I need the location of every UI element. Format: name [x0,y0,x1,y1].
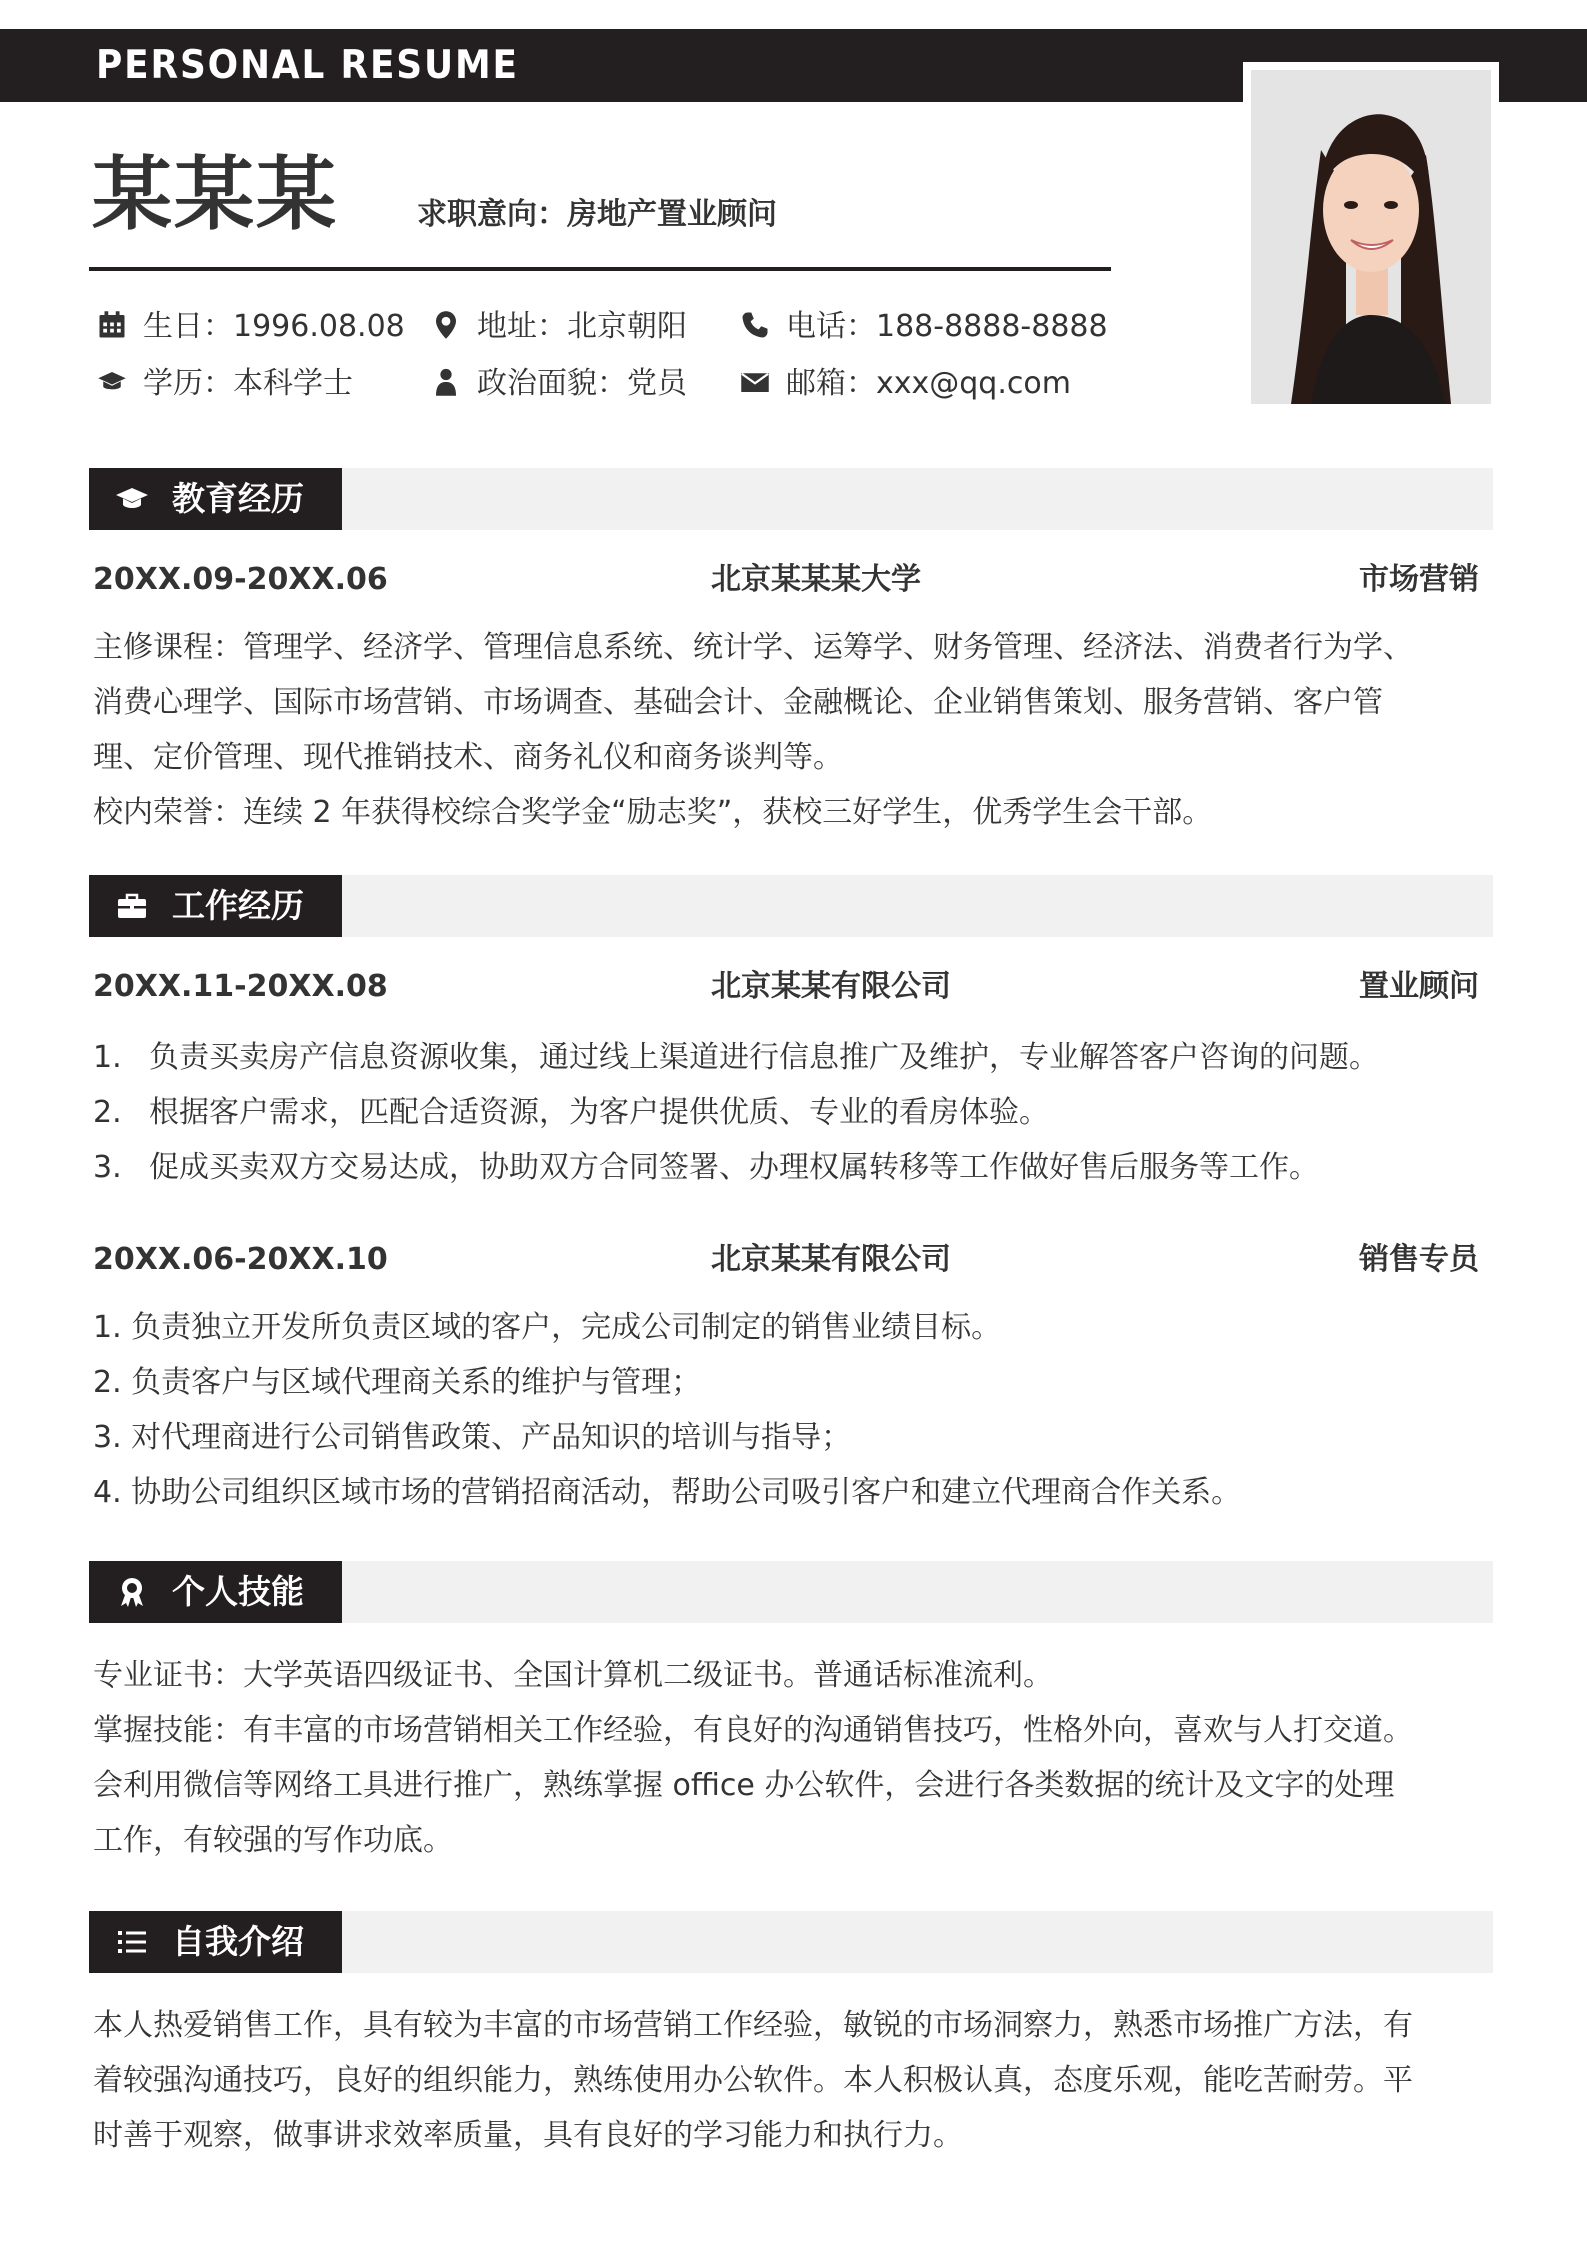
work-date: 20XX.11-20XX.08 [93,969,388,1004]
address-text: 地址：北京朝阳 [477,309,687,344]
work-role: 销售专员 [1359,1242,1479,1277]
name-divider [89,267,1111,271]
work-item: 4. 协助公司组织区域市场的营销招商活动，帮助公司吸引客户和建立代理商合作关系。 [93,1475,1242,1510]
abilities-line: 会利用微信等网络工具进行推广，熟练掌握 office 办公软件，会进行各类数据的统计及文字的处理 [93,1768,1395,1803]
work-item: 1. 负责买卖房产信息资源收集，通过线上渠道进行信息推广及维护，专业解答客户咨询的问题。 [93,1040,1379,1075]
info-politics [431,364,687,404]
work-row [93,1238,1479,1282]
work-role: 置业顾问 [1359,969,1479,1004]
graduation-cap-icon [115,483,149,515]
education-text: 学历：本科学士 [143,366,353,401]
intro-line: 时善于观察，做事讲求效率质量，具有良好的学习能力和执行力。 [93,2118,963,2153]
skills-certs: 专业证书：大学英语四级证书、全国计算机二级证书。普通话标准流利。 [93,1658,1053,1693]
work-item: 1. 负责独立开发所负责区域的客户，完成公司制定的销售业绩目标。 [93,1310,1002,1345]
section-intro-title: 自我介绍 [172,1922,304,1961]
courses-line: 理、定价管理、现代推销技术、商务礼仪和商务谈判等。 [93,740,843,775]
section-skills-title: 个人技能 [172,1572,304,1611]
section-education [89,468,1493,530]
section-skills [89,1561,1493,1623]
info-address [431,307,687,347]
section-intro-header [89,1911,342,1973]
calendar-icon [97,310,127,340]
birthday-text: 生日：1996.08.08 [143,309,405,344]
work-item: 2. 根据客户需求，匹配合适资源，为客户提供优质、专业的看房体验。 [93,1095,1049,1130]
work-date: 20XX.06-20XX.10 [93,1242,388,1277]
banner-title: PERSONAL RESUME [96,43,519,88]
education-major: 市场营销 [1359,562,1479,597]
work-item: 3. 促成买卖双方交易达成，协助双方合同签署、办理权属转移等工作做好售后服务等工作。 [93,1150,1319,1185]
work-row [93,965,1479,1009]
list-icon [115,1926,149,1958]
job-intent: 求职意向：房地产置业顾问 [417,197,777,232]
section-education-title: 教育经历 [172,479,304,518]
candidate-name: 某某某 [92,148,338,241]
person-icon [431,367,461,397]
skills-abilities [93,1703,1503,1868]
work-item: 3. 对代理商进行公司销售政策、产品知识的培训与指导； [93,1420,852,1455]
courses-line: 消费心理学、国际市场营销、市场调查、基础会计、金融概论、企业销售策划、服务营销、客户管 [93,685,1383,720]
info-birthday [97,307,405,347]
politics-text: 政治面貌：党员 [477,366,687,401]
work-item: 2. 负责客户与区域代理商关系的维护与管理； [93,1365,702,1400]
envelope-icon [740,367,770,397]
profile-photo-frame [1245,64,1497,410]
section-work-header [89,875,342,937]
section-work-title: 工作经历 [172,886,304,925]
intro-line: 着较强沟通技巧，良好的组织能力，熟练使用办公软件。本人积极认真，态度乐观，能吃苦耐劳。平 [93,2063,1413,2098]
education-school: 北京某某某大学 [711,562,921,597]
profile-photo [1251,70,1491,404]
email-text: 邮箱：xxx@qq.com [786,366,1071,401]
intro-text [93,1998,1503,2163]
section-intro [89,1911,1493,1973]
abilities-line: 工作，有较强的写作功底。 [93,1823,453,1858]
education-row [93,558,1479,602]
info-phone [740,307,1108,347]
section-skills-header [89,1561,342,1623]
award-ribbon-icon [115,1576,149,1608]
graduation-cap-icon [97,367,127,397]
map-pin-icon [431,310,461,340]
abilities-line: 掌握技能：有丰富的市场营销相关工作经验，有良好的沟通销售技巧，性格外向，喜欢与人打交道。 [93,1713,1413,1748]
courses-line: 主修课程：管理学、经济学、管理信息系统、统计学、运筹学、财务管理、经济法、消费者行为学、 [93,630,1413,665]
info-email [740,364,1071,404]
intro-line: 本人热爱销售工作，具有较为丰富的市场营销工作经验，敏锐的市场洞察力，熟悉市场推广方法，有 [93,2008,1413,2043]
info-education [97,364,353,404]
education-date: 20XX.09-20XX.06 [93,562,388,597]
work-items [93,1300,1503,1520]
work-company: 北京某某有限公司 [711,1242,951,1277]
section-education-header [89,468,342,530]
education-honors: 校内荣誉：连续 2 年获得校综合奖学金“励志奖”，获校三好学生，优秀学生会干部。 [93,795,1213,830]
briefcase-icon [115,890,149,922]
work-company: 北京某某有限公司 [711,969,951,1004]
phone-text: 电话：188-8888-8888 [786,309,1108,344]
section-work [89,875,1493,937]
education-courses [93,620,1503,785]
phone-icon [740,310,770,340]
